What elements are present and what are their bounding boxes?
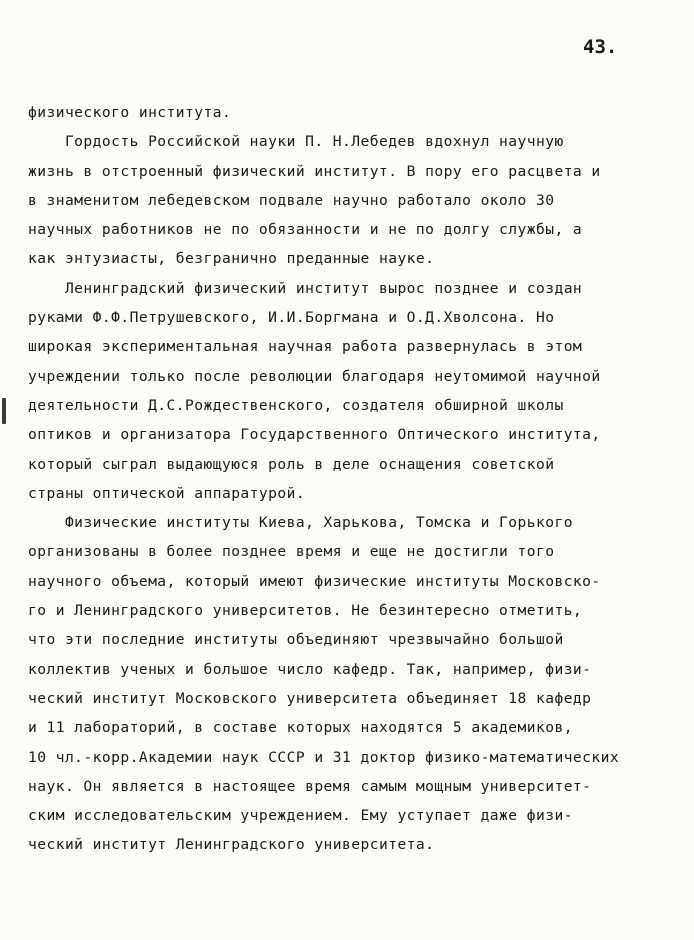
text-line: Гордость Российской науки П. Н.Лебедев вдохнул научную: [28, 133, 564, 151]
text-line: научных работников не по обязанности и не по долгу службы, а: [28, 221, 583, 239]
scan-edge-mark: [2, 398, 6, 424]
text-line: учреждении только после революции благодаря неутомимой научной: [28, 367, 601, 385]
text-line: жизнь в отстроенный физический институт. В пору его расцвета и: [28, 162, 601, 180]
text-line: и 11 лабораторий, в составе которых находятся 5 академиков,: [28, 719, 573, 737]
text-line: в знаменитом лебедевском подвале научно работало около 30: [28, 191, 555, 209]
text-line: коллектив ученых и большое число кафедр. Так, например, физи-: [28, 660, 592, 678]
text-line: широкая экспериментальная научная работа развернулась в этом: [28, 338, 583, 356]
text-line: который сыграл выдающуюся роль в деле оснащения советской: [28, 455, 555, 473]
text-line: страны оптической аппаратурой.: [28, 484, 306, 502]
page-number: 43.: [583, 36, 618, 58]
body-text: [28, 98, 694, 860]
text-line: 10 чл.-корр.Академии наук СССР и 31 доктор физико-математических: [28, 748, 620, 766]
text-line: ческий институт Московского университета объединяет 18 кафедр: [28, 689, 592, 707]
text-line: го и Ленинградского университетов. Не безинтересно отметить,: [28, 602, 583, 620]
text-line: ческий институт Ленинградского университета.: [28, 836, 435, 854]
text-line: ским исследовательским учреждением. Ему уступает даже физи-: [28, 807, 573, 825]
text-line: руками Ф.Ф.Петрушевского, И.И.Боргмана и О.Д.Хволсона. Но: [28, 309, 555, 327]
text-line: деятельности Д.С.Рождественского, создателя обширной школы: [28, 396, 564, 414]
text-line: наук. Он является в настоящее время самым мощным университет-: [28, 777, 592, 795]
text-line: физического института.: [28, 104, 232, 121]
text-line: Физические институты Киева, Харькова, Томска и Горького: [28, 514, 573, 532]
text-line: что эти последние институты объединяют чрезвычайно большой: [28, 631, 564, 649]
text-line: научного объема, который имеют физические институты Московско-: [28, 572, 601, 590]
text-line: Ленинградский физический институт вырос позднее и создан: [28, 279, 583, 297]
text-line: организованы в более позднее время и еще не достигли того: [28, 543, 555, 561]
text-line: оптиков и организатора Государственного Оптического института,: [28, 426, 601, 444]
text-line: как энтузиасты, безгранично преданные науке.: [28, 250, 435, 268]
